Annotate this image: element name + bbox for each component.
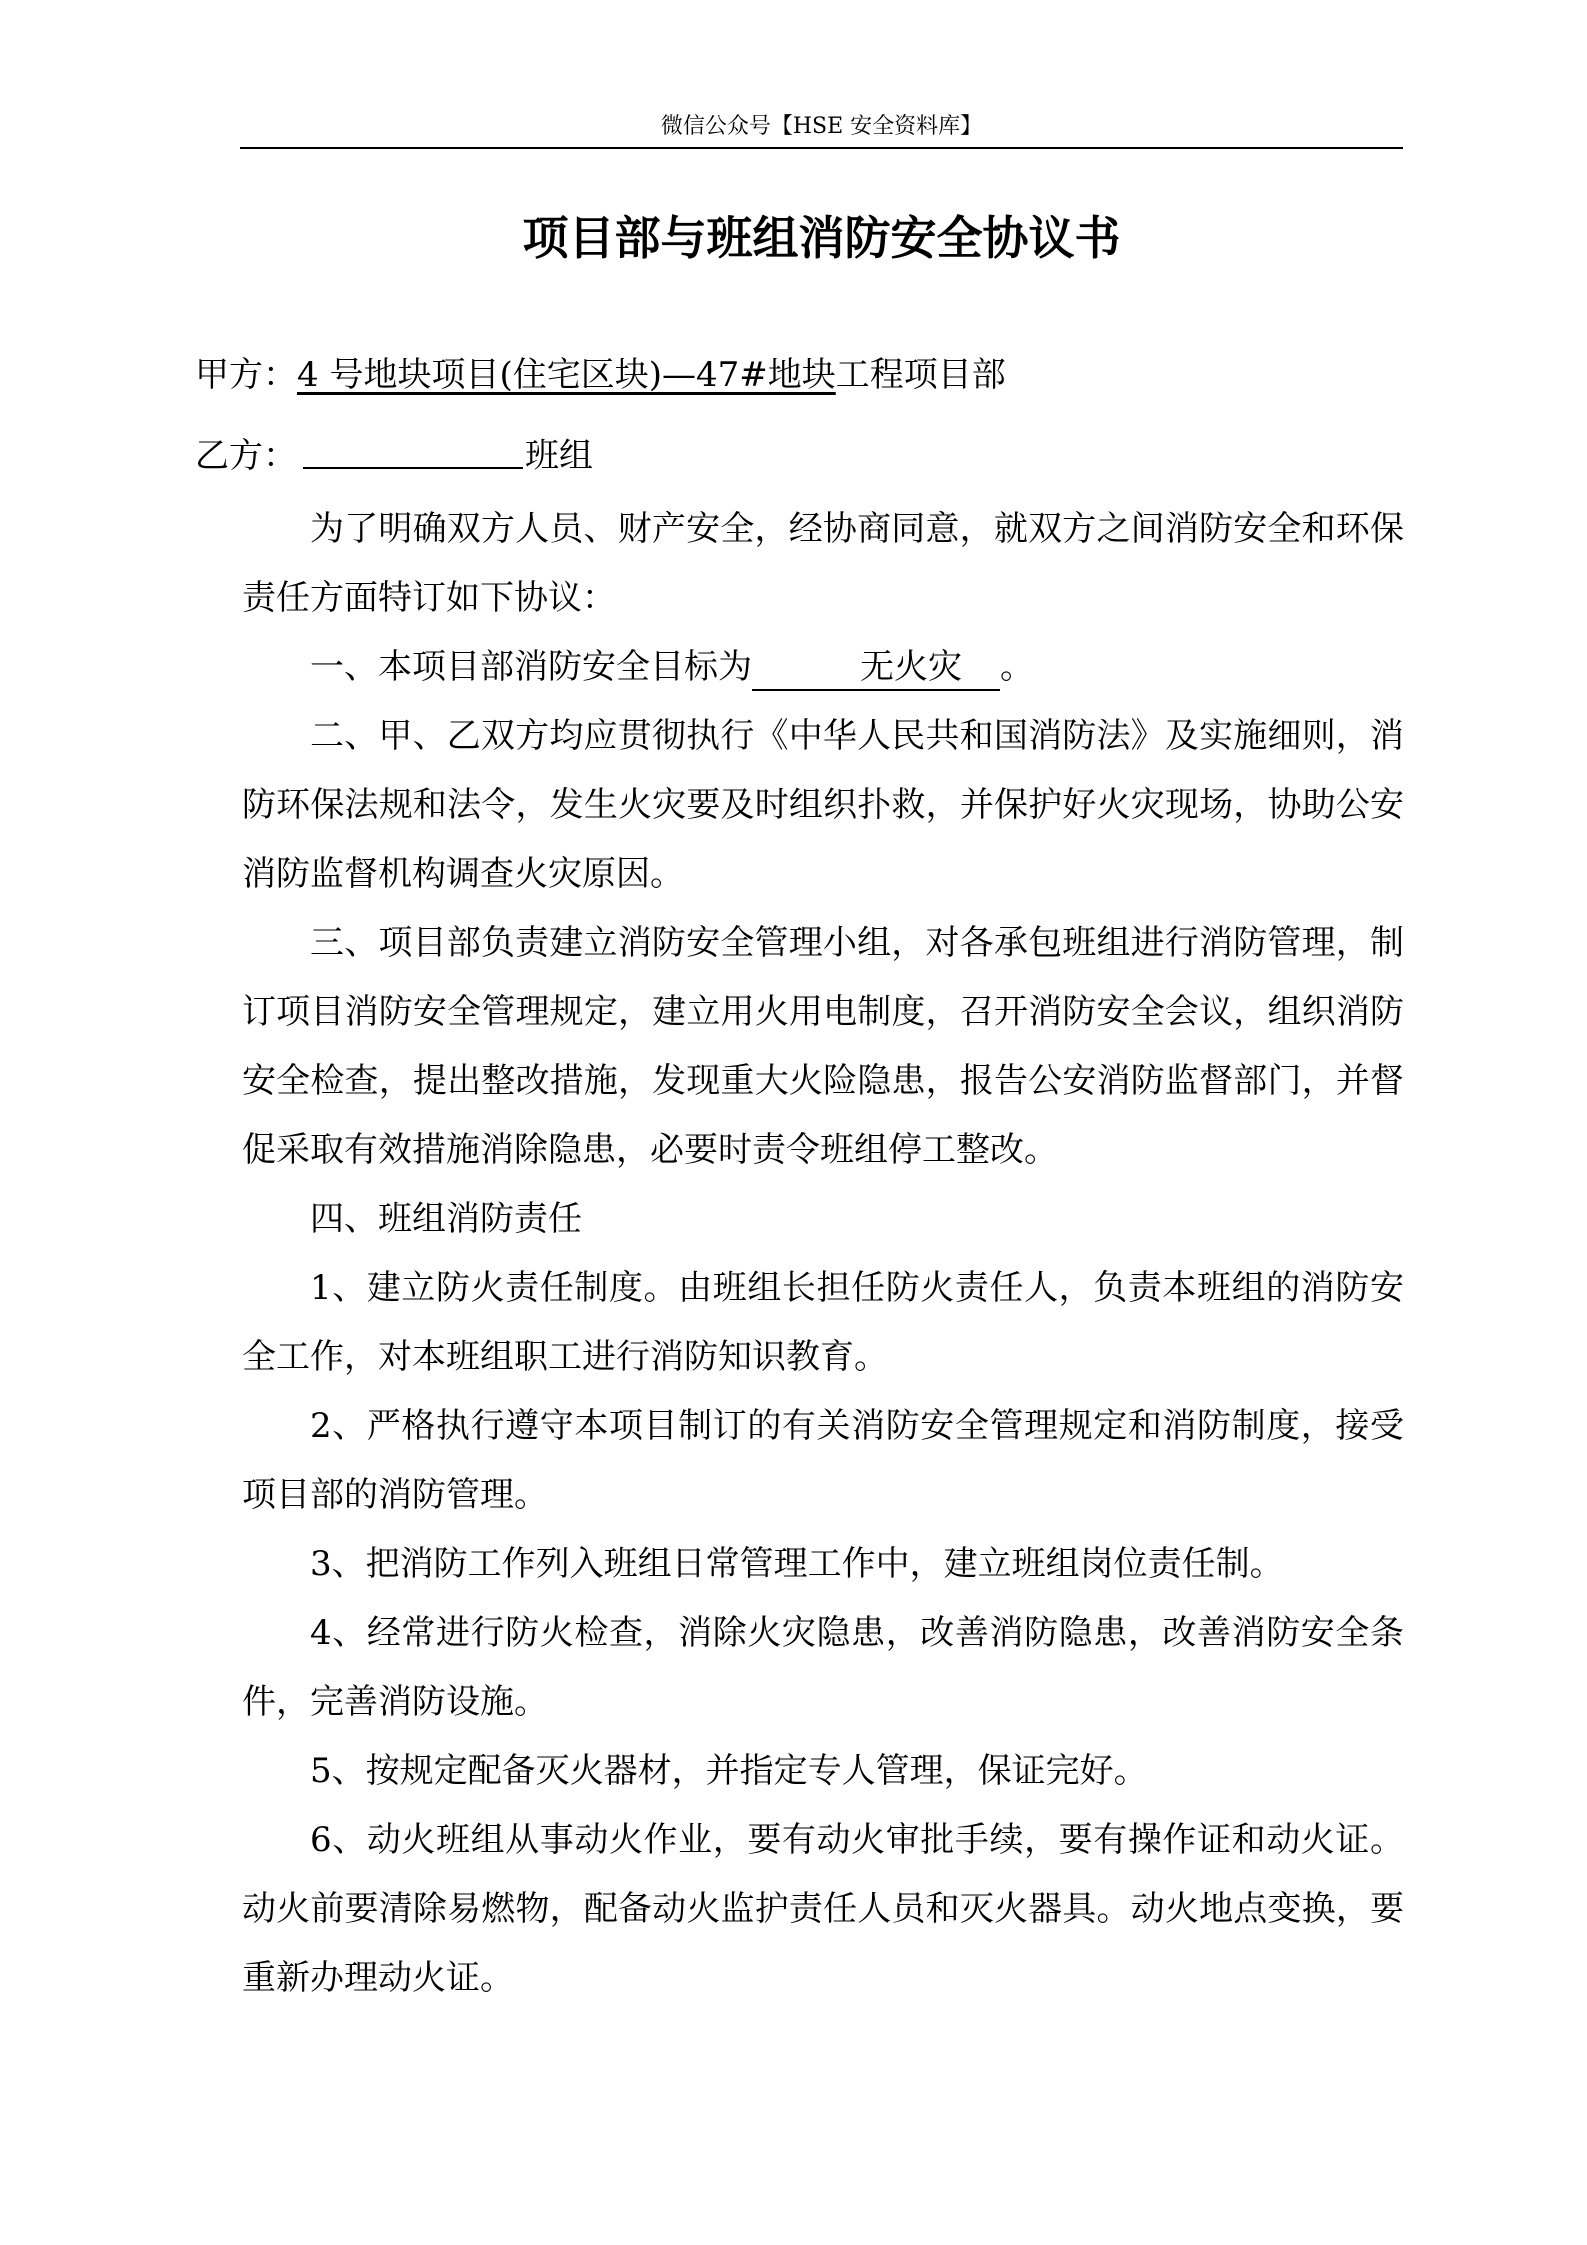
party-b-label: 乙方： (195, 436, 297, 476)
paragraph-sub-4: 4、经常进行防火检查，消除火灾隐患，改善消防隐患，改善消防安全条件，完善消防设施。 (242, 1613, 1404, 1722)
paragraph-item-2: 二、甲、乙双方均应贯彻执行《中华人民共和国消防法》及实施细则，消防环保法规和法令，发生火灾要及时组织扑救，并保护好火灾现场，协助公安消防监督机构调查火灾原因。 (242, 716, 1404, 894)
paragraph-item-3: 三、项目部负责建立消防安全管理小组，对各承包班组进行消防管理，制订项目消防安全管理规定，建立用火用电制度，召开消防安全会议，组织消防安全检查，提出整改措施，发现重大火险隐患，报告公安消防监督部门，并督促采取有效措施消除隐患，必要时责令班组停工整改。 (242, 923, 1404, 1170)
document-title: 项目部与班组消防安全协议书 (522, 211, 1121, 265)
paragraph-sub-6: 6、动火班组从事动火作业，要有动火审批手续，要有操作证和动火证。动火前要清除易燃物，配备动火监护责任人员和灭火器具。动火地点变换，要重新办理动火证。 (242, 1820, 1404, 1998)
paragraph-sub-5: 5、按规定配备灭火器材，并指定专人管理，保证完好。 (310, 1751, 1148, 1791)
party-b-suffix: 班组 (525, 436, 593, 476)
paragraph-item-4: 四、班组消防责任 (310, 1199, 582, 1239)
safety-goal: 无火灾 (752, 645, 1000, 691)
header-rule (240, 147, 1403, 149)
paragraph-sub-3: 3、把消防工作列入班组日常管理工作中，建立班组岗位责任制。 (310, 1544, 1284, 1584)
party-b-blank (303, 437, 523, 469)
page-header: 微信公众号【HSE 安全资料库】 (660, 114, 983, 139)
paragraph-item-1 (242, 633, 1404, 702)
paragraph-sub-1: 1、建立防火责任制度。由班组长担任防火责任人，负责本班组的消防安全工作，对本班组职工进行消防知识教育。 (242, 1268, 1404, 1377)
agreement-body (242, 495, 1404, 2013)
party-b-line (195, 433, 593, 479)
party-a-label: 甲方： (195, 355, 297, 395)
paragraph-intro: 为了明确双方人员、财产安全，经协商同意，就双方之间消防安全和环保责任方面特订如下协议： (242, 509, 1404, 618)
paragraph-sub-2: 2、严格执行遵守本项目制订的有关消防安全管理规定和消防制度，接受项目部的消防管理。 (242, 1406, 1404, 1515)
party-a-suffix: 工程项目部 (835, 355, 1006, 395)
item-1-prefix: 一、本项目部消防安全目标为 (310, 647, 752, 687)
party-a-line (195, 352, 1006, 398)
item-1-suffix: 。 (1000, 647, 1034, 687)
party-a-project-name: 4 号地块项目(住宅区块)—47#地块 (297, 355, 836, 395)
